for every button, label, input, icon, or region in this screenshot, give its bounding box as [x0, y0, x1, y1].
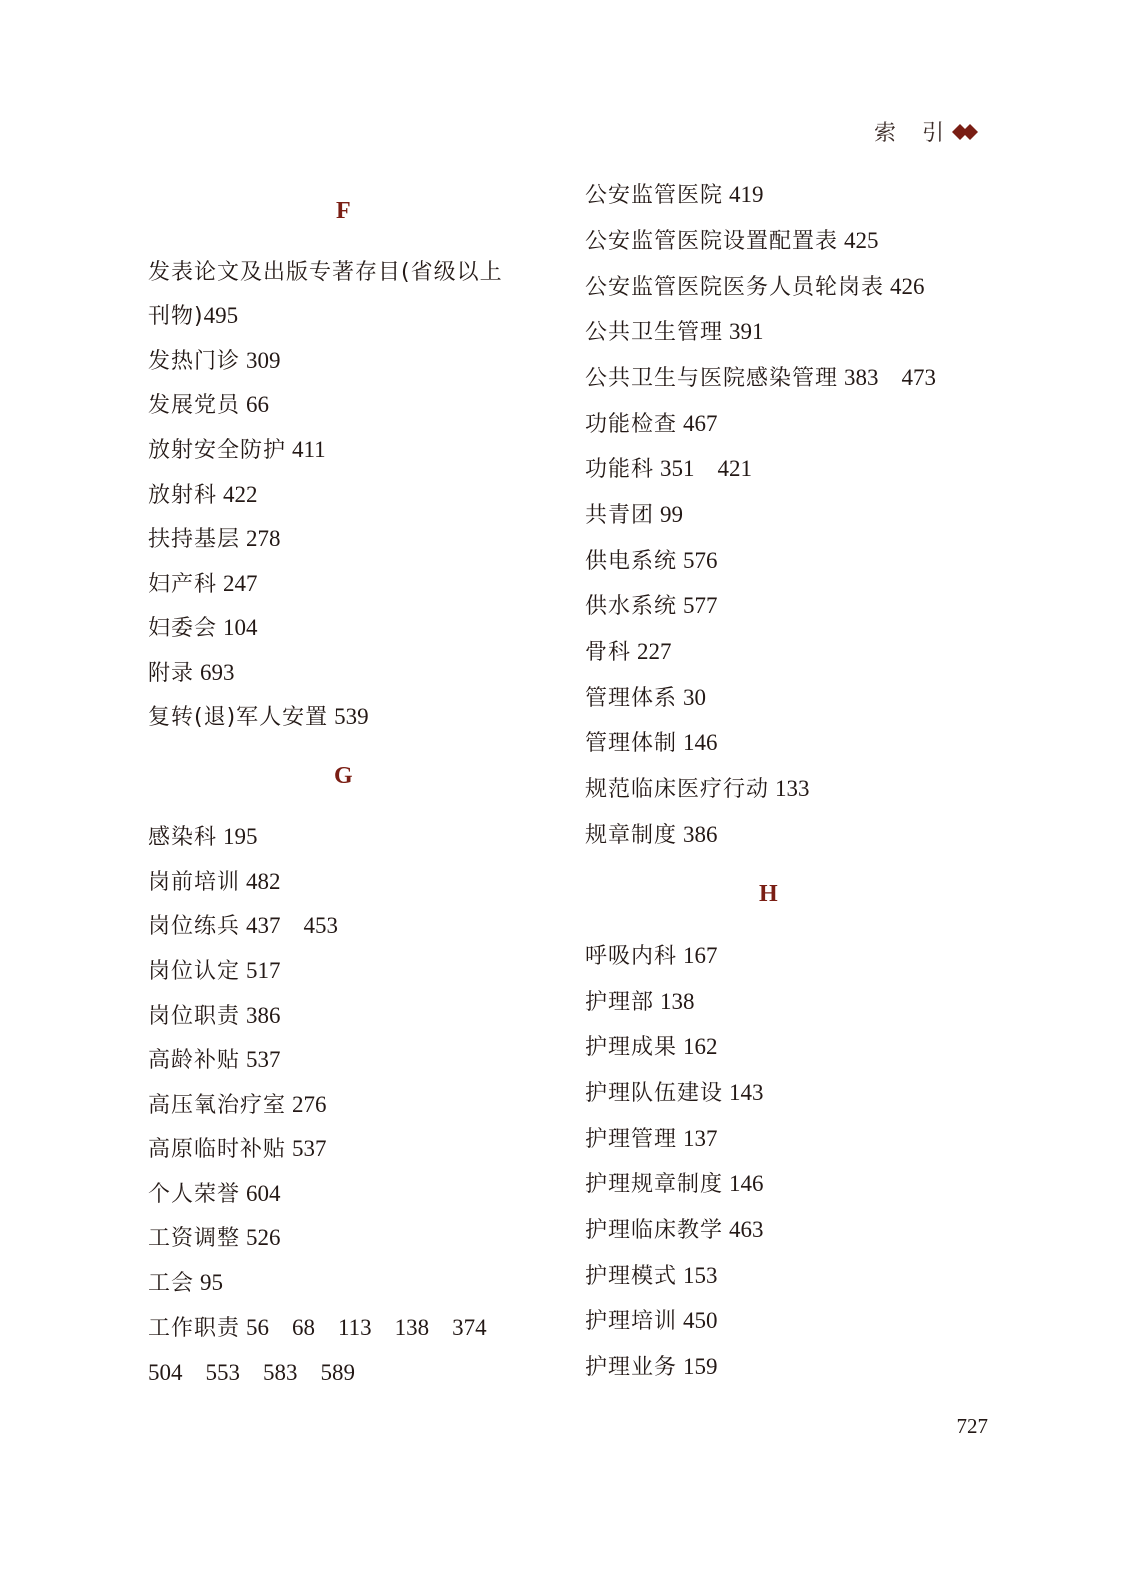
index-pages: 138 [660, 989, 695, 1014]
index-term: 妇委会 [148, 616, 218, 641]
index-entry [148, 524, 281, 555]
index-pages: 539 [334, 704, 369, 729]
index-entry [585, 409, 718, 440]
index-pages: 247 [223, 571, 258, 596]
index-term: 护理临床教学 [585, 1218, 724, 1243]
index-term: 工作职责 [148, 1316, 241, 1341]
running-head [874, 116, 980, 147]
index-entry [585, 454, 752, 485]
index-term: 扶持基层 [148, 527, 241, 552]
index-entry [585, 546, 718, 577]
index-entry [148, 613, 258, 644]
index-term: 附录 [148, 661, 195, 686]
index-pages: 309 [246, 348, 281, 373]
index-entry [148, 569, 258, 600]
index-term: 护理管理 [585, 1127, 678, 1152]
index-term: 复转(退)军人安置 [148, 705, 329, 730]
index-term: 管理体制 [585, 731, 678, 756]
index-term: 护理成果 [585, 1035, 678, 1060]
index-entry [585, 226, 879, 257]
index-entry [148, 1001, 281, 1032]
index-entry [585, 272, 925, 303]
index-term: 妇产科 [148, 572, 218, 597]
index-term: 供水系统 [585, 594, 678, 619]
index-pages: 504 553 583 589 [148, 1360, 355, 1385]
index-pages: 463 [729, 1217, 764, 1242]
index-pages: 146 [729, 1171, 764, 1196]
index-pages: 104 [223, 615, 258, 640]
index-term: 高龄补贴 [148, 1048, 241, 1073]
index-pages: 537 [246, 1047, 281, 1072]
index-term: 工会 [148, 1271, 195, 1296]
index-entry [148, 1223, 281, 1254]
index-pages: 576 [683, 548, 718, 573]
index-pages: 162 [683, 1034, 718, 1059]
section-letter: H [759, 881, 778, 907]
index-entry [148, 956, 281, 987]
index-pages: 411 [292, 437, 326, 462]
index-pages: 526 [246, 1225, 281, 1250]
index-term: 岗位职责 [148, 1004, 241, 1029]
index-entry [148, 435, 326, 466]
index-entry [585, 1169, 764, 1200]
index-entry [148, 1179, 281, 1210]
index-entry [148, 822, 258, 853]
index-entry [585, 1306, 718, 1337]
index-term: 功能检查 [585, 412, 678, 437]
index-term: 感染科 [148, 825, 218, 850]
section-letter: G [334, 763, 353, 789]
index-pages: 693 [200, 660, 235, 685]
index-pages: 419 [729, 182, 764, 207]
index-term: 骨科 [585, 640, 632, 665]
index-entry [585, 1078, 764, 1109]
index-entry [585, 180, 764, 211]
page-number: 727 [956, 1414, 988, 1438]
index-term: 护理规章制度 [585, 1172, 724, 1197]
index-pages: 604 [246, 1181, 281, 1206]
index-entry [585, 728, 718, 759]
index-pages: 495 [203, 303, 239, 328]
index-pages: 30 [683, 685, 707, 710]
index-entry [585, 987, 695, 1018]
index-entry [148, 1134, 327, 1165]
index-entry [585, 1261, 718, 1292]
index-pages: 276 [292, 1092, 327, 1117]
index-pages: 99 [660, 502, 684, 527]
index-pages: 386 [246, 1003, 281, 1028]
index-term: 公共卫生与医院感染管理 [585, 366, 839, 391]
index-entry [585, 820, 718, 851]
index-pages: 137 [683, 1126, 718, 1151]
index-entry [585, 500, 683, 531]
index-pages: 426 [890, 274, 925, 299]
index-term: 岗位练兵 [148, 914, 241, 939]
index-pages: 195 [223, 824, 258, 849]
index-entry [148, 1358, 355, 1389]
index-pages: 143 [729, 1080, 764, 1105]
index-pages: 437 453 [246, 913, 339, 938]
index-pages: 517 [246, 958, 281, 983]
index-term: 规范临床医疗行动 [585, 777, 770, 802]
index-pages: 66 [246, 392, 270, 417]
index-term: 功能科 [585, 457, 655, 482]
index-term: 护理部 [585, 990, 655, 1015]
index-entry [148, 1090, 327, 1121]
index-pages: 450 [683, 1308, 718, 1333]
index-term: 护理队伍建设 [585, 1081, 724, 1106]
index-pages: 422 [223, 482, 258, 507]
index-term: 放射安全防护 [148, 438, 287, 463]
index-entry [585, 1032, 718, 1063]
index-pages: 95 [200, 1270, 224, 1295]
index-pages: 167 [683, 943, 718, 968]
index-term: 刊物) [148, 304, 204, 329]
index-entry [148, 346, 281, 377]
index-entry [148, 1045, 281, 1076]
index-term: 管理体系 [585, 686, 678, 711]
index-term: 护理业务 [585, 1355, 678, 1380]
index-term: 岗位认定 [148, 959, 241, 984]
index-entry [148, 257, 509, 288]
index-entry [148, 658, 235, 689]
index-term: 共青团 [585, 503, 655, 528]
running-head-title: 索 引 [873, 121, 946, 146]
index-pages: 537 [292, 1136, 327, 1161]
index-entry [148, 1268, 223, 1299]
index-pages: 159 [683, 1354, 718, 1379]
index-pages: 577 [683, 593, 718, 618]
index-term: 供电系统 [585, 549, 678, 574]
index-entry [148, 301, 238, 332]
index-entry [148, 480, 258, 511]
section-letter: F [336, 198, 351, 224]
index-entry [148, 1313, 487, 1344]
index-term: 岗前培训 [148, 870, 241, 895]
index-entry [148, 390, 269, 421]
index-entry [585, 1124, 718, 1155]
index-term: 护理模式 [585, 1264, 678, 1289]
index-entry [148, 867, 281, 898]
index-pages: 146 [683, 730, 718, 755]
index-pages: 425 [844, 228, 879, 253]
index-term: 公安监管医院 [585, 183, 724, 208]
index-entry [148, 911, 338, 942]
index-pages: 133 [775, 776, 810, 801]
index-entry [585, 363, 936, 394]
index-term: 规章制度 [585, 823, 678, 848]
index-pages: 383 473 [844, 365, 937, 390]
index-entry [585, 1215, 764, 1246]
index-entry [585, 591, 718, 622]
index-term: 公安监管医院医务人员轮岗表 [585, 275, 885, 300]
index-term: 发表论文及出版专著存目(省级以上 [148, 260, 503, 285]
index-entry [585, 941, 718, 972]
index-pages: 386 [683, 822, 718, 847]
index-term: 公共卫生管理 [585, 320, 724, 345]
index-term: 呼吸内科 [585, 944, 678, 969]
index-pages: 467 [683, 411, 718, 436]
index-term: 放射科 [148, 483, 218, 508]
index-pages: 56 68 113 138 374 [246, 1315, 487, 1340]
index-term: 发热门诊 [148, 349, 241, 374]
index-term: 高压氧治疗室 [148, 1093, 287, 1118]
index-term: 工资调整 [148, 1226, 241, 1251]
index-term: 护理培训 [585, 1309, 678, 1334]
index-term: 公安监管医院设置配置表 [585, 229, 839, 254]
index-pages: 278 [246, 526, 281, 551]
index-term: 个人荣誉 [148, 1182, 241, 1207]
index-term: 发展党员 [148, 393, 241, 418]
index-pages: 391 [729, 319, 764, 344]
index-pages: 351 421 [660, 456, 753, 481]
index-entry [585, 637, 672, 668]
index-entry [585, 1352, 718, 1383]
index-entry [148, 702, 369, 733]
index-entry [585, 774, 810, 805]
index-pages: 482 [246, 869, 281, 894]
index-term: 高原临时补贴 [148, 1137, 287, 1162]
double-diamond-icon [952, 121, 980, 143]
index-entry [585, 683, 706, 714]
index-pages: 153 [683, 1263, 718, 1288]
index-entry [585, 317, 764, 348]
index-pages: 227 [637, 639, 672, 664]
